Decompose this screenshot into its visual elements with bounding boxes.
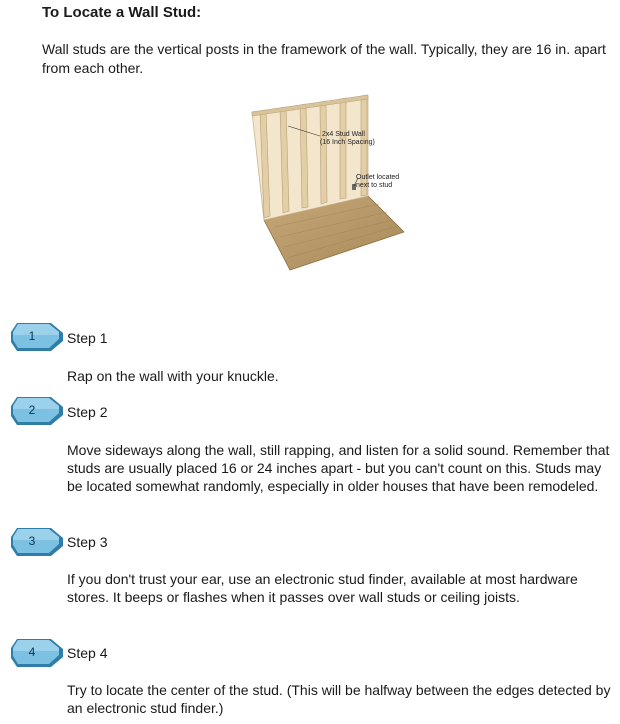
step-3-badge	[10, 527, 64, 557]
figure-label-outlet-2: next to stud	[356, 182, 393, 189]
step-4-number: 4	[28, 645, 36, 659]
stud-wall-illustration	[240, 92, 420, 274]
figure-label-wall-2: (16 Inch Spacing)	[320, 139, 375, 146]
step-2-badge	[10, 396, 64, 426]
step-2-number: 2	[28, 403, 36, 417]
figure-label-outlet-1: Outlet located	[356, 174, 400, 181]
step-3-title: Step 3	[67, 534, 108, 550]
intro-paragraph: Wall studs are the vertical posts in the framework of the wall. Typically, they are 16 in. apart from each other.	[42, 41, 606, 76]
step-3-number: 3	[28, 534, 36, 548]
step-4-badge	[10, 638, 64, 668]
step-2-title: Step 2	[67, 404, 108, 420]
step-2-text: Move sideways along the wall, still rapping, and listen for a solid sound. Remember that studs are usually placed 16 or 24 inches apart - but you can't count on this. Studs may be located somewhat randomly, especially in older houses that have been remodeled.	[67, 442, 610, 494]
step-1-number: 1	[28, 329, 36, 343]
figure-label-wall-1: 2x4 Stud Wall	[322, 131, 365, 138]
step-1-title: Step 1	[67, 330, 108, 346]
step-4-text: Try to locate the center of the stud. (This will be halfway between the edges detected by an electronic stud finder.)	[67, 682, 611, 716]
step-3-text: If you don't trust your ear, use an electronic stud finder, available at most hardware stores. It beeps or flashes when it passes over wall studs or ceiling joists.	[67, 571, 578, 605]
step-4-title: Step 4	[67, 645, 108, 661]
step-1-text: Rap on the wall with your knuckle.	[67, 368, 279, 384]
page-title: To Locate a Wall Stud:	[42, 4, 202, 21]
step-1-badge	[10, 322, 64, 352]
